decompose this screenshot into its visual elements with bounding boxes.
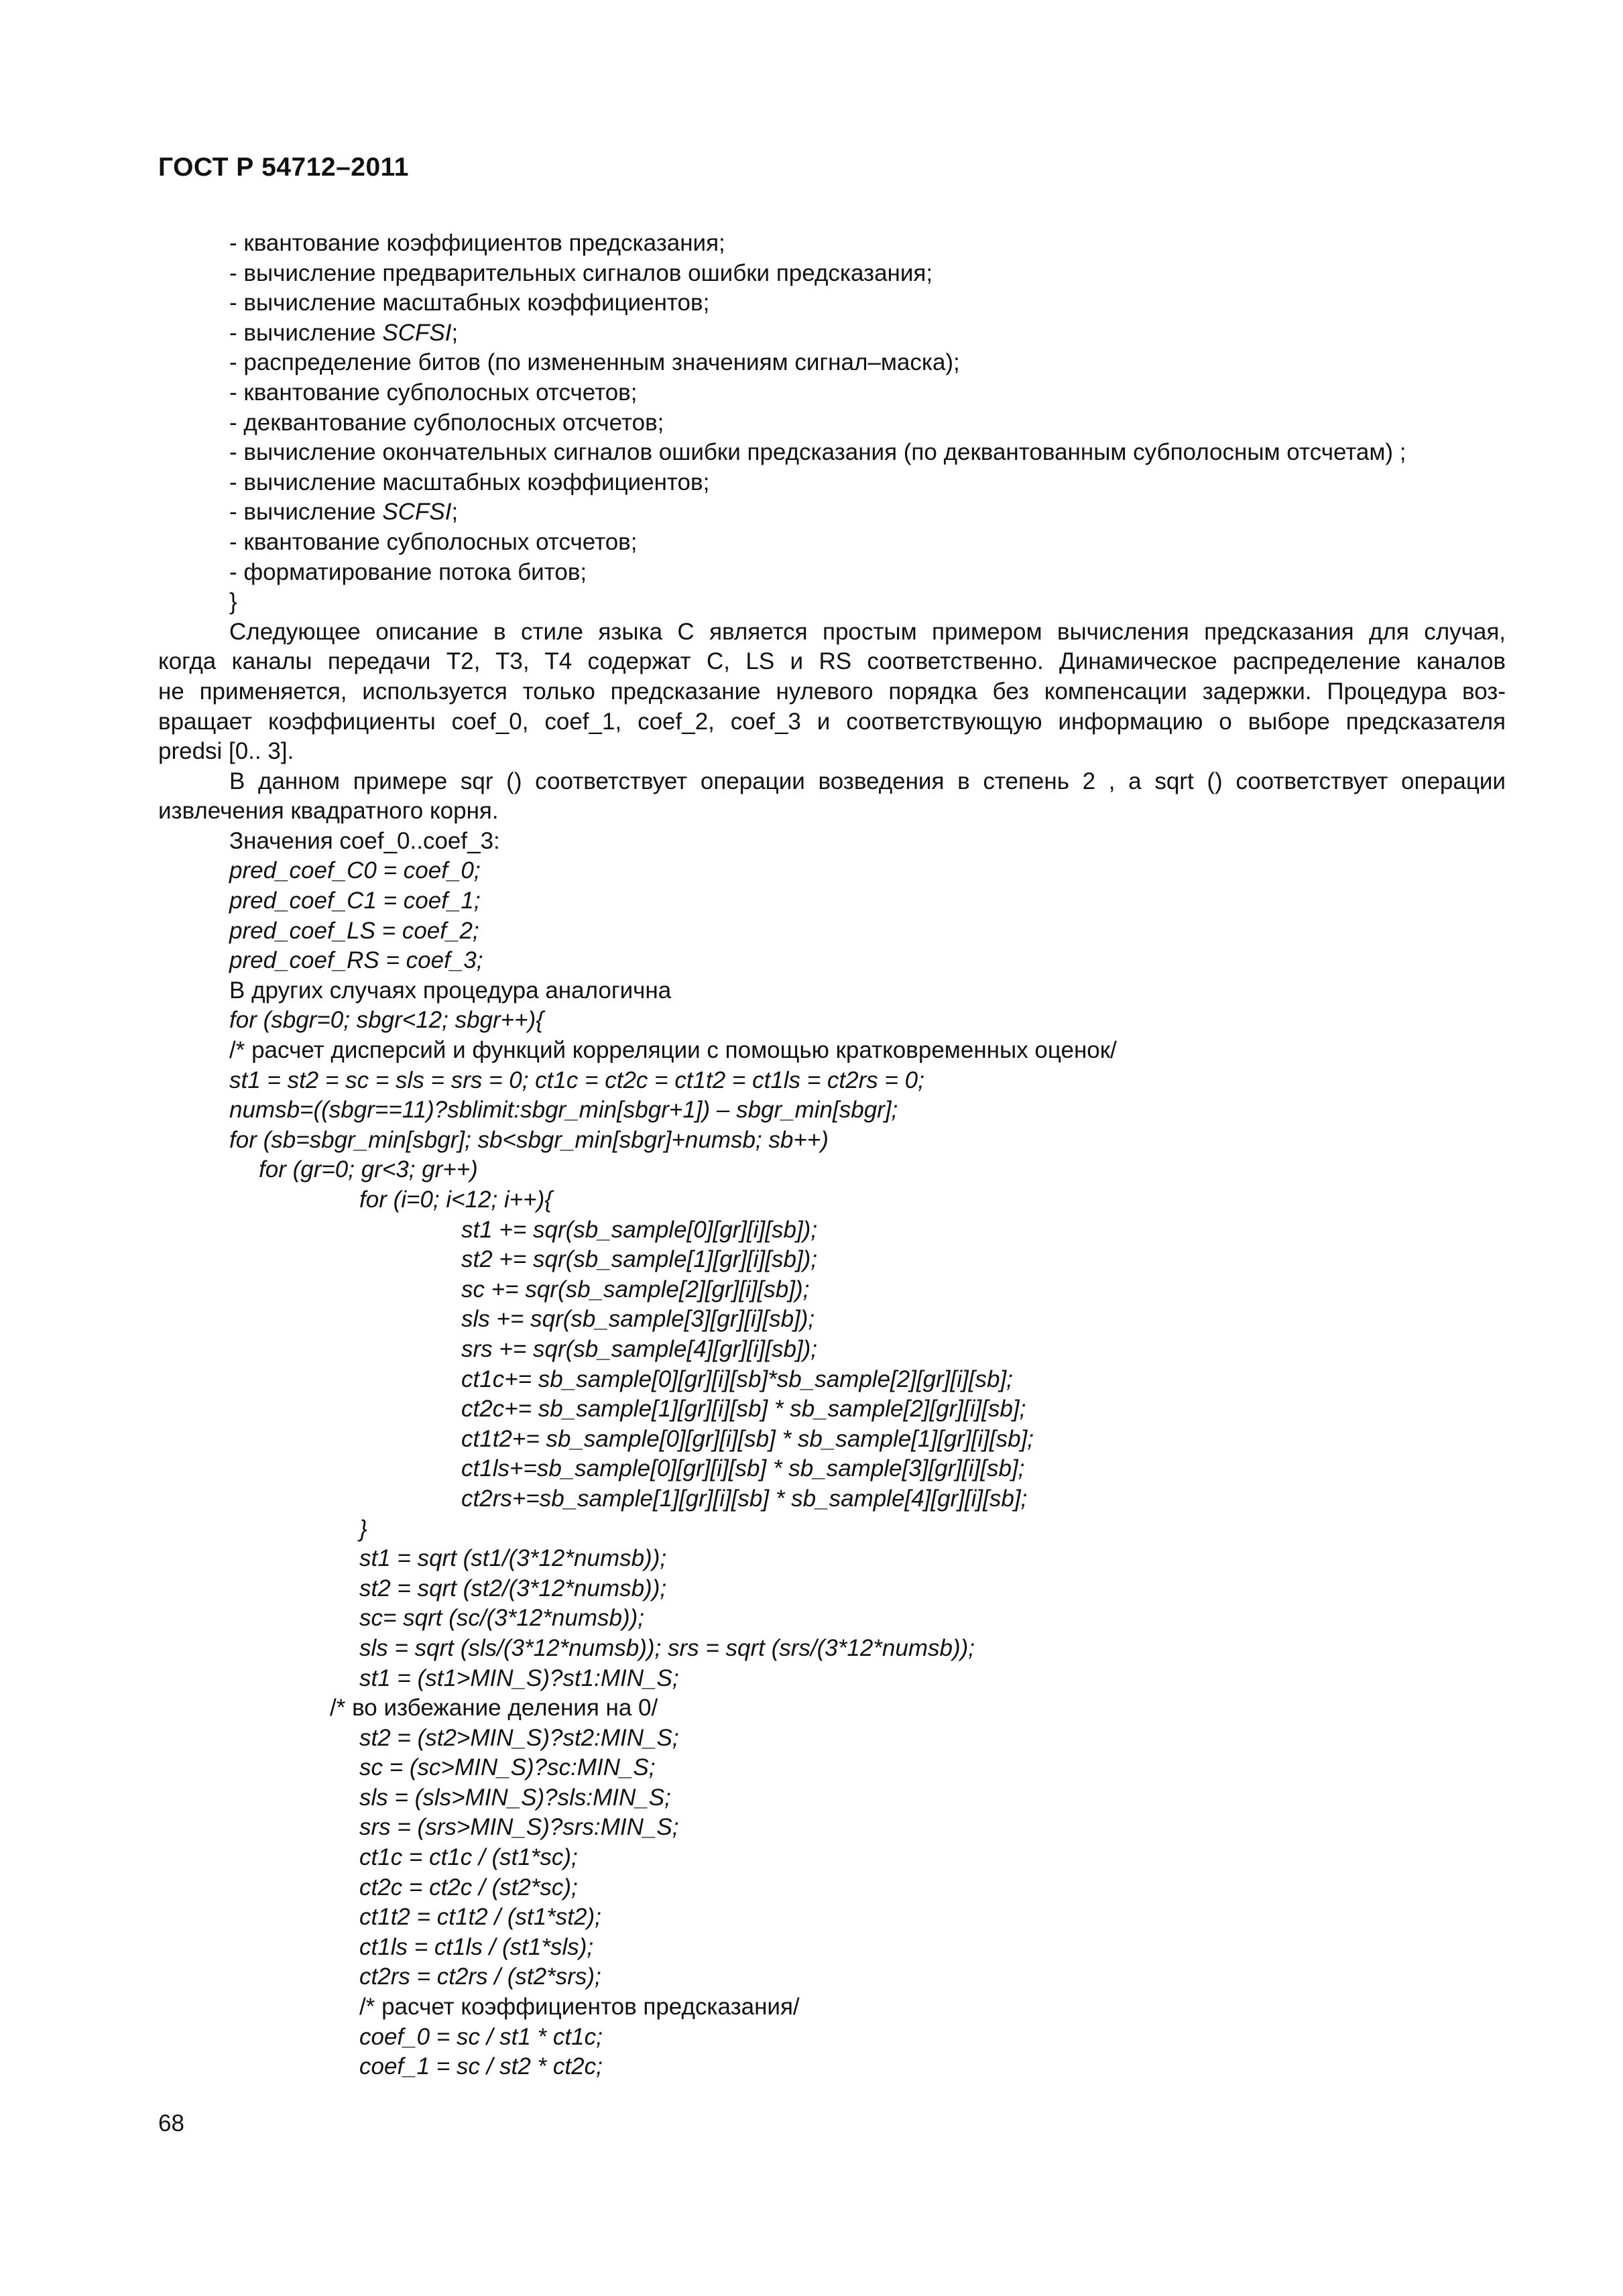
- closing-brace: }: [229, 589, 237, 615]
- code-line: ct2c+= sb_sample[1][gr][i][sb] * sb_sample[2][gr][i][sb];: [461, 1396, 1026, 1423]
- page-header-standard-number: ГОСТ Р 54712–2011: [158, 153, 409, 182]
- code-line: for (sb=sbgr_min[sbgr]; sb<sbgr_min[sbgr]+numsb; sb++): [229, 1126, 829, 1153]
- code-line: sc = (sc>MIN_S)?sc:MIN_S;: [359, 1754, 656, 1781]
- code-line: sls = (sls>MIN_S)?sls:MIN_S;: [359, 1784, 671, 1811]
- list-item: - форматирование потока битов;: [229, 558, 587, 585]
- code-line: pred_coef_RS = coef_3;: [229, 947, 483, 974]
- page-body: [158, 229, 1506, 2082]
- list-item: - вычисление масштабных коэффициентов;: [229, 290, 710, 316]
- code-line: st1 = sqrt (st1/(3*12*numsb));: [359, 1545, 667, 1572]
- code-line: st2 = sqrt (st2/(3*12*numsb));: [359, 1575, 667, 1602]
- code-line: srs = (srs>MIN_S)?srs:MIN_S;: [359, 1814, 679, 1841]
- code-line: ct2rs = ct2rs / (st2*srs);: [359, 1963, 601, 1990]
- list-item-scfsi: - вычисление SCFSI;: [229, 319, 459, 346]
- paragraph-line: В данном примере sqr () соответствует операции возведения в степень 2 , а sqrt () соответствует операции: [229, 768, 1506, 794]
- code-line: st1 = (st1>MIN_S)?st1:MIN_S;: [359, 1665, 679, 1691]
- list-item: - деквантование субполосных отсчетов;: [229, 409, 664, 436]
- paragraph-line: извлечения квадратного корня.: [158, 798, 499, 825]
- code-line: st2 = (st2>MIN_S)?st2:MIN_S;: [359, 1724, 679, 1751]
- list-item: - вычисление окончательных сигналов ошибки предсказания (по деквантованным субполосным отсчетам) ;: [229, 439, 1406, 466]
- code-line: pred_coef_C1 = coef_1;: [229, 888, 481, 914]
- code-line: ct1c = ct1c / (st1*sc);: [359, 1844, 578, 1871]
- code-line: st1 += sqr(sb_sample[0][gr][i][sb]);: [461, 1216, 818, 1243]
- code-line: pred_coef_LS = coef_2;: [229, 917, 479, 944]
- code-line: }: [359, 1515, 367, 1542]
- code-line: ct1c+= sb_sample[0][gr][i][sb]*sb_sample[2][gr][i][sb];: [461, 1366, 1013, 1392]
- code-line: ct2rs+=sb_sample[1][gr][i][sb] * sb_sample[4][gr][i][sb];: [461, 1485, 1028, 1512]
- code-line: sc += sqr(sb_sample[2][gr][i][sb]);: [461, 1276, 810, 1303]
- page-number: 68: [158, 2110, 184, 2136]
- code-line: ct1t2 = ct1t2 / (st1*st2);: [359, 1904, 601, 1931]
- code-line: st1 = st2 = sc = sls = srs = 0; ct1c = ct2c = ct1t2 = ct1ls = ct2rs = 0;: [229, 1067, 924, 1093]
- list-item: - распределение битов (по измененным значениям сигнал–маска);: [229, 349, 960, 376]
- code-line: for (sbgr=0; sbgr<12; sbgr++){: [229, 1007, 544, 1034]
- code-line: coef_0 = sc / st1 * ct1c;: [359, 2023, 603, 2050]
- list-item: - вычисление предварительных сигналов ошибки предсказания;: [229, 259, 933, 286]
- scfsi-term: SCFSI: [382, 499, 452, 526]
- code-line: ct1t2+= sb_sample[0][gr][i][sb] * sb_sample[1][gr][i][sb];: [461, 1425, 1034, 1452]
- code-values-label: Значения coef_0..coef_3:: [229, 827, 500, 854]
- scfsi-term: SCFSI: [382, 319, 452, 346]
- paragraph-line: Следующее описание в стиле языка C является простым примером вычисления предсказания для случая,: [229, 618, 1506, 645]
- paragraph-line: когда каналы передачи T2, T3, T4 содержат C, LS и RS соответственно. Динамическое распределение каналов: [158, 648, 1506, 675]
- list-item-scfsi: - вычисление SCFSI;: [229, 499, 459, 526]
- paragraph-line: не применяется, используется только предсказание нулевого порядка без компенсации задержки. Процедура воз-: [158, 678, 1506, 705]
- list-item: - квантование коэффициентов предсказания;: [229, 230, 725, 256]
- code-line: ct2c = ct2c / (st2*sc);: [359, 1874, 578, 1900]
- code-line: sls += sqr(sb_sample[3][gr][i][sb]);: [461, 1306, 815, 1333]
- code-line: for (gr=0; gr<3; gr++): [259, 1156, 478, 1183]
- code-line: ct1ls+=sb_sample[0][gr][i][sb] * sb_sample[3][gr][i][sb];: [461, 1455, 1025, 1482]
- code-comment: /* расчет дисперсий и функций корреляции с помощью кратковременных оценок/: [229, 1037, 1117, 1064]
- code-comment: В других случаях процедура аналогична: [229, 977, 672, 1004]
- code-line: sls = sqrt (sls/(3*12*numsb)); srs = sqrt (srs/(3*12*numsb));: [359, 1634, 975, 1661]
- list-item: - вычисление масштабных коэффициентов;: [229, 469, 710, 495]
- code-line: coef_1 = sc / st2 * ct2c;: [359, 2053, 603, 2080]
- code-line: st2 += sqr(sb_sample[1][gr][i][sb]);: [461, 1246, 818, 1273]
- code-line: sc= sqrt (sc/(3*12*numsb));: [359, 1605, 644, 1632]
- paragraph-line: predsi [0.. 3].: [158, 738, 294, 765]
- code-line: ct1ls = ct1ls / (st1*sls);: [359, 1933, 594, 1960]
- list-item: - квантование субполосных отсчетов;: [229, 528, 638, 555]
- paragraph-line: вращает коэффициенты coef_0, coef_1, coef_2, coef_3 и соответствующую информацию о выборе предсказателя: [158, 708, 1506, 735]
- code-line: pred_coef_C0 = coef_0;: [229, 857, 481, 884]
- code-comment: /* во избежание деления на 0/: [330, 1695, 658, 1721]
- code-line: numsb=((sbgr==11)?sblimit:sbgr_min[sbgr+1]) – sbgr_min[sbgr];: [229, 1097, 898, 1124]
- code-comment: /* расчет коэффициентов предсказания/: [359, 1994, 800, 2020]
- code-line: for (i=0; i<12; i++){: [359, 1187, 552, 1213]
- code-line: srs += sqr(sb_sample[4][gr][i][sb]);: [461, 1335, 818, 1362]
- list-item: - квантование субполосных отсчетов;: [229, 379, 638, 406]
